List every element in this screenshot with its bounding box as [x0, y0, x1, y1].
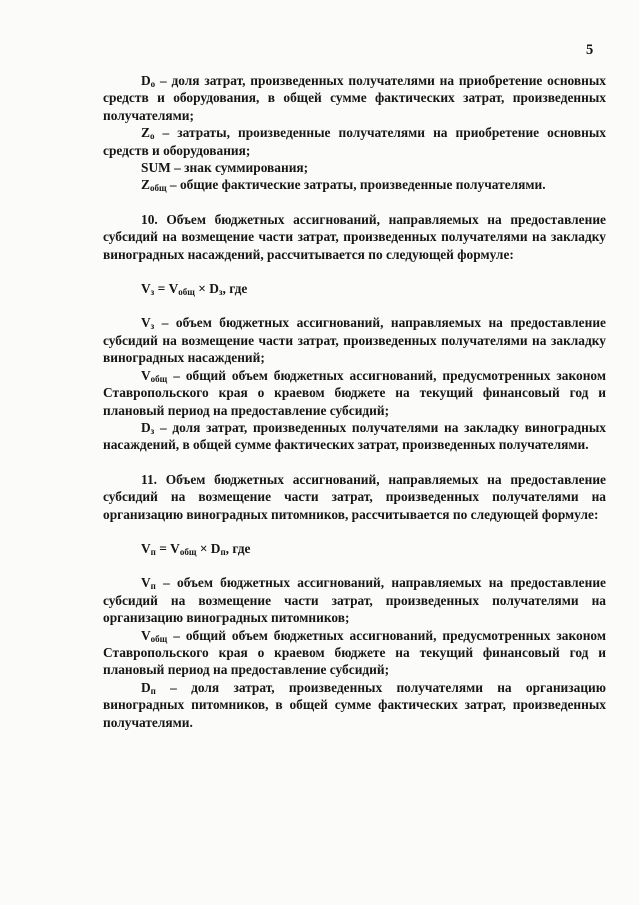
spacer	[103, 194, 606, 211]
definition-d0	[103, 72, 606, 124]
spacer	[103, 454, 606, 471]
spacer	[103, 557, 606, 574]
definition-text: – затраты, произведенные получателями на приобретение основных средств и оборудования;	[103, 125, 606, 158]
definition-text: – доля затрат, произведенных получателями на приобретение основных средств и оборудования, в общей сумме фактических затрат, произведенных получателями;	[103, 73, 606, 123]
spacer	[103, 297, 606, 314]
definition-vz	[103, 314, 606, 366]
page-number: 5	[586, 42, 594, 58]
symbol: D	[141, 73, 151, 88]
formula-tail: , где	[225, 540, 251, 556]
formula-subscript: общ	[179, 546, 197, 557]
definition-text: – общие фактические затраты, произведенные получателями.	[166, 177, 546, 193]
symbol-subscript: общ	[150, 373, 168, 384]
symbol: V	[141, 367, 151, 383]
formula-subscript: п	[150, 546, 156, 557]
formula-subscript: з	[218, 287, 223, 298]
formula-times: × D	[196, 540, 221, 556]
definition-z0	[103, 124, 606, 159]
symbol: D	[141, 679, 151, 695]
formula-tail: , где	[222, 281, 248, 297]
symbol: Z	[141, 125, 150, 141]
symbol-subscript: п	[150, 685, 156, 696]
symbol-subscript: общ	[150, 633, 168, 644]
definition-vp	[103, 574, 606, 626]
symbol-subscript: общ	[149, 183, 167, 194]
definition-text: – объем бюджетных ассигнований, направляемых на предоставление субсидий на возмещение части затрат, произведенных получателями на организацию виноградных питомников;	[103, 575, 606, 626]
symbol: V	[141, 575, 151, 591]
definition-vobsh	[103, 367, 606, 419]
definition-dp	[103, 679, 606, 731]
symbol: V	[141, 627, 151, 643]
spacer	[103, 523, 606, 540]
symbol: D	[141, 419, 151, 435]
symbol-subscript: з	[150, 425, 155, 436]
definition-dz	[103, 419, 606, 454]
definition-zobsh	[103, 176, 606, 193]
symbol-subscript: п	[150, 581, 156, 592]
formula-subscript: з	[150, 287, 155, 298]
formula-vz	[103, 280, 606, 297]
definition-text: – общий объем бюджетных ассигнований, предусмотренных законом Ставропольского края о краевом бюджете на текущий финансовый год и плановый период на предоставление субсидий;	[103, 627, 606, 678]
formula-vp	[103, 540, 606, 557]
formula-eq: = V	[155, 540, 180, 556]
symbol-subscript: з	[150, 321, 155, 332]
definition-text: – общий объем бюджетных ассигнований, предусмотренных законом Ставропольского края о краевом бюджете на текущий финансовый год и плановый период на предоставление субсидий;	[103, 367, 606, 418]
definition-sum: SUM – знак суммирования;	[141, 160, 309, 176]
section-10-intro: 10. Объем бюджетных ассигнований, направляемых на предоставление субсидий на возмещение части затрат, произведенных получателями на закладку виноградных насаждений, рассчитывается по следующей формуле:	[103, 211, 606, 262]
symbol: Z	[141, 177, 150, 193]
spacer	[103, 263, 606, 280]
symbol-subscript: о	[150, 79, 156, 89]
formula-subscript: п	[220, 546, 226, 557]
definition-vobsh-11	[103, 627, 606, 679]
definition-text: – доля затрат, произведенных получателями на организацию виноградных питомников, в общей сумме фактических затрат, произведенных получателями.	[103, 679, 606, 730]
definition-text: – доля затрат, произведенных получателями на закладку виноградных насаждений, в общей сумме фактических затрат, произведенных получателями.	[103, 419, 606, 453]
document-body	[103, 72, 606, 731]
formula-times: × D	[194, 281, 219, 297]
symbol: V	[141, 315, 151, 331]
formula-subscript: общ	[178, 287, 195, 298]
section-11-intro: 11. Объем бюджетных ассигнований, направляемых на предоставление субсидий на возмещение части затрат, произведенных получателями на организацию виноградных питомников, рассчитывается по следующей формуле:	[103, 471, 606, 522]
definition-text: – объем бюджетных ассигнований, направляемых на предоставление субсидий на возмещение части затрат, произведенных получателями на закладку виноградных насаждений;	[103, 315, 606, 366]
formula-eq: = V	[154, 281, 179, 297]
formula-lhs: V	[141, 281, 151, 297]
formula-lhs: V	[141, 540, 151, 556]
symbol-subscript: о	[149, 131, 155, 142]
